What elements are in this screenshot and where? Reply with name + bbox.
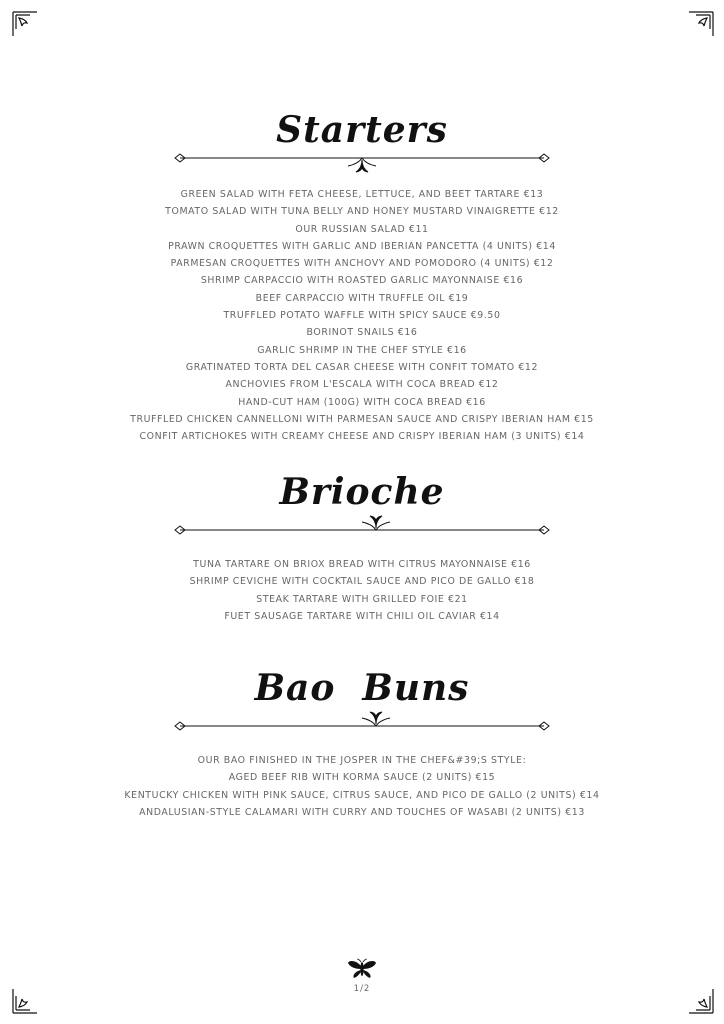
menu-item: BORINOT SNAILS €16 xyxy=(306,327,418,339)
ornamental-corner-icon xyxy=(688,11,714,37)
menu-item: GARLIC SHRIMP IN THE CHEF STYLE €16 xyxy=(257,344,467,356)
menu-item: STEAK TARTARE WITH GRILLED FOIE €21 xyxy=(256,593,468,605)
menu-item: OUR RUSSIAN SALAD €11 xyxy=(295,223,429,235)
menu-item-list xyxy=(0,752,724,821)
menu-item: TOMATO SALAD WITH TUNA BELLY AND HONEY MUSTARD VINAIGRETTE €12 xyxy=(165,206,559,218)
menu-item-list xyxy=(0,556,724,625)
menu-section-brioche xyxy=(0,472,724,625)
menu-item: KENTUCKY CHICKEN WITH PINK SAUCE, CITRUS SAUCE, AND PICO DE GALLO (2 UNITS) €14 xyxy=(124,789,600,801)
menu-item: SHRIMP CARPACCIO WITH ROASTED GARLIC MAYONNAISE €16 xyxy=(200,275,524,287)
menu-section-bao-buns xyxy=(0,668,724,821)
menu-item: OUR BAO FINISHED IN THE JOSPER IN THE CHEF&#39;S STYLE: xyxy=(197,755,527,766)
flourish-divider-icon xyxy=(172,150,552,176)
menu-item: HAND-CUT HAM (100G) WITH COCA BREAD €16 xyxy=(238,396,486,408)
menu-item-list xyxy=(0,186,724,445)
menu-item: GRATINATED TORTA DEL CASAR CHEESE WITH CONFIT TOMATO €12 xyxy=(185,361,539,373)
section-title: Starters xyxy=(276,109,448,151)
menu-item: TRUFFLED POTATO WAFFLE WITH SPICY SAUCE €9.50 xyxy=(223,310,501,322)
menu-item: ANDALUSIAN-STYLE CALAMARI WITH CURRY AND TOUCHES OF WASABI (2 UNITS) €13 xyxy=(139,806,585,818)
menu-section-starters xyxy=(0,110,724,445)
menu-item: PARMESAN CROQUETTES WITH ANCHOVY AND POMODORO (4 UNITS) €12 xyxy=(170,258,554,270)
flourish-divider-icon xyxy=(172,708,552,734)
menu-item: SHRIMP CEVICHE WITH COCKTAIL SAUCE AND PICO DE GALLO €18 xyxy=(189,576,535,588)
moth-logo-icon xyxy=(347,958,377,980)
page-number: 1/2 xyxy=(353,984,371,994)
menu-item: GREEN SALAD WITH FETA CHEESE, LETTUCE, AND BEET TARTARE €13 xyxy=(180,189,544,200)
menu-item: TRUFFLED CHICKEN CANNELLONI WITH PARMESAN SAUCE AND CRISPY IBERIAN HAM €15 xyxy=(130,413,594,425)
menu-item: PRAWN CROQUETTES WITH GARLIC AND IBERIAN PANCETTA (4 UNITS) €14 xyxy=(168,240,556,252)
ornamental-corner-icon xyxy=(12,11,38,37)
menu-item: CONFIT ARTICHOKES WITH CREAMY CHEESE AND CRISPY IBERIAN HAM (3 UNITS) €14 xyxy=(139,431,585,443)
section-title: Bao Buns xyxy=(254,667,470,709)
menu-item: FUET SAUSAGE TARTARE WITH CHILI OIL CAVIAR €14 xyxy=(224,610,500,622)
flourish-divider-icon xyxy=(172,512,552,538)
menu-item: TUNA TARTARE ON BRIOX BREAD WITH CITRUS MAYONNAISE €16 xyxy=(193,559,531,570)
menu-item: AGED BEEF RIB WITH KORMA SAUCE (2 UNITS) €15 xyxy=(228,772,496,784)
section-title: Brioche xyxy=(279,471,445,513)
menu-item: BEEF CARPACCIO WITH TRUFFLE OIL €19 xyxy=(255,292,469,304)
menu-item: ANCHOVIES FROM L'ESCALA WITH COCA BREAD €12 xyxy=(225,379,499,391)
page-footer xyxy=(0,958,724,994)
